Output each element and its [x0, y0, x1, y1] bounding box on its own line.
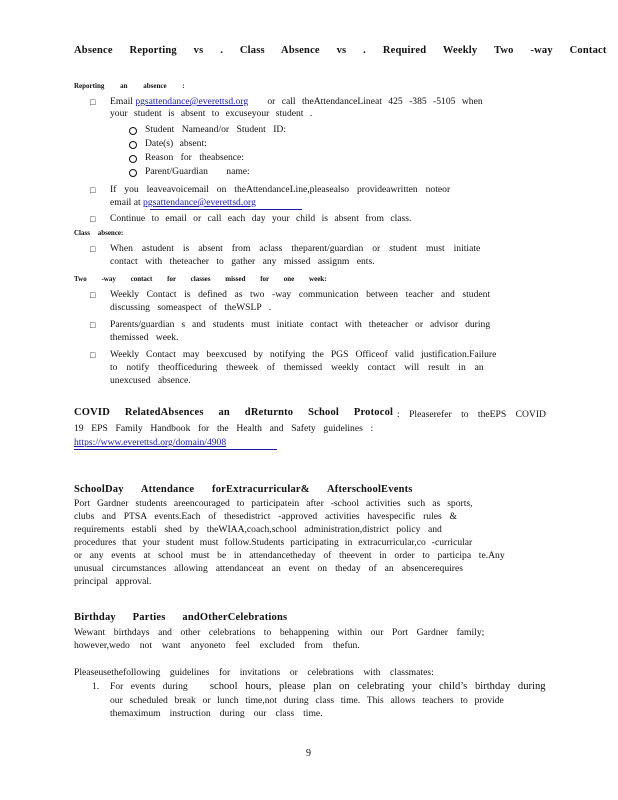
item1-line1-b: school hours, please plan on celebrating your child’s birthday during [209, 681, 546, 692]
bullet-icon: □ [90, 290, 96, 300]
class-absence-label: Class absence: [74, 229, 124, 237]
schoolday-line: clubs and PTSA events.Each of thesedistrict -approved activities havespecific rules & [74, 511, 458, 522]
reporting-absence-label: Reporting an absence : [74, 82, 185, 90]
two-way-contact-label: Two -way contact for classes missed for one week: [74, 275, 327, 283]
sub-item-student: Student Nameand/or Student ID: [145, 124, 287, 135]
continue-line: Continue to email or call each day your child is absent from class. [110, 213, 412, 224]
sub-item-parent: Parent/Guardian name: [145, 166, 250, 177]
sub-item-reason: Reason for theabsence: [145, 152, 244, 163]
bullet-icon: □ [90, 320, 96, 330]
item1-line1-a: For events during [110, 681, 188, 692]
item1-line3: themaximum instruction during our class time. [110, 708, 323, 719]
voicemail-email-link[interactable]: pgsattendance@everettsd.org [143, 197, 256, 208]
schoolday-line: or any events at school must be in attendancetheday of theevent in order to participa te.Any [74, 550, 505, 561]
twoway-bullet2-line2: themissed week. [110, 332, 179, 343]
covid-inline-text: : Pleaserefer to theEPS COVID [397, 409, 546, 420]
bullet-icon: □ [90, 350, 96, 360]
absence-heading: Absence Reporting vs . Class Absence vs . Required Weekly Two -way Contact [74, 45, 607, 56]
bullet-icon: □ [90, 214, 96, 224]
email-line2: your student is absent to excuseyour student . [110, 108, 313, 119]
attendance-email-link[interactable]: pgsattendance@everettsd.org [135, 96, 249, 107]
voicemail-prefix: email at [110, 197, 141, 208]
covid-line2: 19 EPS Family Handbook for the Health and Safety guidelines : [74, 423, 374, 434]
guidelines-intro: Pleaseusethefollowing guidelines for invitations or celebrations with classmates: [74, 667, 434, 678]
item1-number: 1. [92, 681, 100, 692]
sub-item-date: Date(s) absent: [145, 138, 207, 149]
circle-bullet-icon [129, 155, 137, 163]
covid-guidelines-link[interactable]: https://www.everettsd.org/domain/4908 [74, 437, 227, 448]
email-suffix: or call theAttendanceLineat 425 -385 -5105 when [267, 96, 483, 107]
class-line2: contact with theteacher to gather any missed assignm ents. [110, 256, 375, 267]
circle-bullet-icon [129, 169, 137, 177]
birthday-line: however,wedo not want anyoneto feel excluded from thefun. [74, 640, 360, 651]
schoolday-line: unusual circumstances allowing attendanceat an event on theday of an absencerequires [74, 563, 463, 574]
page-number: 9 [306, 748, 311, 759]
schoolday-line: requirements establi shed by theWIAA,coach,school administration,district policy and [74, 524, 442, 535]
schoolday-heading: SchoolDay Attendance forExtracurricular& AfterschoolEvents [74, 484, 413, 495]
voicemail-line1: If you leaveavoicemail on theAttendanceLine,pleasealso provideawritten noteor [110, 184, 451, 195]
item1-line2: our scheduled break or lunch time,not during class time. This allows teachers to provide [110, 695, 504, 706]
email-prefix: Email [110, 96, 133, 107]
birthday-heading: Birthday Parties andOtherCelebrations [74, 612, 288, 623]
schoolday-line: Port Gardner students areencouraged to participatein after -school activities such as sports, [74, 498, 473, 509]
link-underline [150, 209, 302, 210]
twoway-bullet1-line1: Weekly Contact is defined as two -way communication between teacher and student [110, 289, 491, 300]
twoway-bullet3-line1: Weekly Contact may beexcused by notifying the PGS Officeof valid justification.Failure [110, 349, 497, 360]
twoway-bullet2-line1: Parents/guardian s and students must initiate contact with theteacher or advisor during [110, 319, 491, 330]
bullet-icon: □ [90, 185, 96, 195]
class-line1: When astudent is absent from aclass theparent/guardian or student must initiate [110, 243, 481, 254]
bullet-icon: □ [90, 97, 96, 107]
twoway-bullet3-line2: to notify theofficeduring theweek of themissed weekly contact will result in an [110, 362, 484, 373]
schoolday-line: principal approval. [74, 576, 152, 587]
circle-bullet-icon [129, 127, 137, 135]
covid-heading: COVID RelatedAbsences an dReturnto School Protocol [74, 407, 394, 418]
schoolday-line: procedures that your student must follow.Students participating in extracurricular,co -curricular [74, 537, 473, 548]
twoway-bullet3-line3: unexcused absence. [110, 375, 191, 386]
bullet-icon: □ [90, 244, 96, 254]
twoway-bullet1-line2: discussing someaspect of theWSLP . [110, 302, 272, 313]
link-underline [74, 449, 277, 450]
birthday-line: Wewant birthdays and other celebrations to behappening within our Port Gardner family; [74, 627, 485, 638]
circle-bullet-icon [129, 141, 137, 149]
